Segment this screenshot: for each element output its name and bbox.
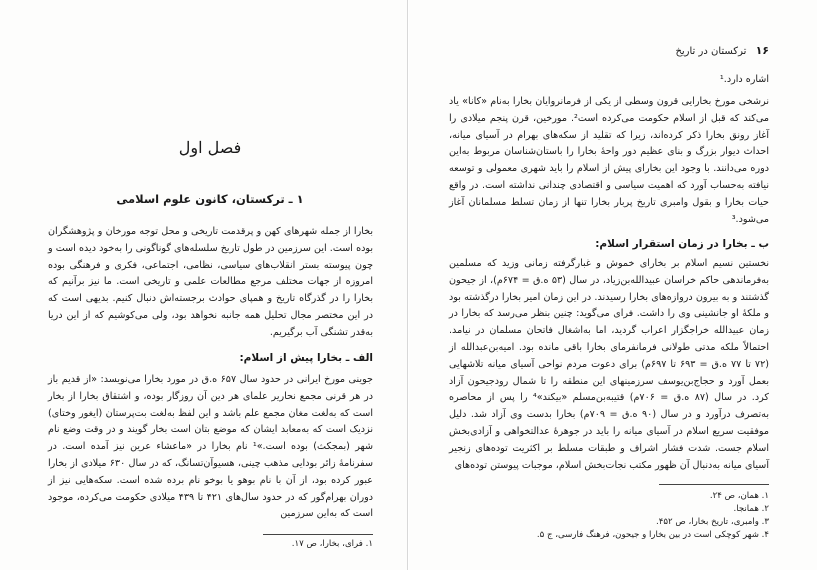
section-title: ۱ ـ ترکستان، کانون علوم اسلامی — [116, 192, 304, 206]
body-paragraph: جوینی مورخ ایرانی در حدود سال ۶۵۷ ه.ق در مورد بخارا می‌نویسد: «از قدیم باز در هر قرنی مجمع نحاریر علمای هر دین آن روزگار بوده، و اشتقاق بخارا از بخار است که به‌لغت مغان مجمع علم باشد و این لفظ به‌لغت بت‌پرستان (ایغور وختای) نزدیک است که به‌معابد ایشان که موضع بتان است بخار گویند و در وقت وضع نام شهر (بمجکث) بوده است.»¹ نام بخارا در «ماعشاء عرین نیز آمده است. در سفرنامهٔ زائر بودایی مذهب چینی، هسیوآن‌تسانگ، که در سال ۶۳۰ میلادی از بخارا عبور کرده بود، از آن با نام بوهو یا بوخو نام برده شده است. سکه‌هایی نیز از دوران بهرام‌گور که در حدود سال‌های ۴۲۱ تا ۴۳۹ میلادی حکومت می‌کرده، موجود است که به‌این سرزمین — [48, 374, 373, 520]
footnote-1: ۱. فرای، بخارا، ص ۱۷. — [291, 539, 373, 549]
subheading-pre-islam: الف ـ بخارا پیش از اسلام: — [239, 352, 373, 364]
paragraph-2: نرشخی مورخ بخارایی قرون وسطی از یکی از فرمانروایان بخارا به‌نام «کانا» یاد می‌کند که قبل از اسلام حکومت می‌کرده است². مورخین، قرن پنجم میلادی را آغاز رونق بخارا ذکر کرده‌اند، زیرا که تقلید از سکه‌های بهرام در آسیای میانه، احداث دیوار بزرگ و بنای عظیم دور واحهٔ بخارا را باستان‌شناسان مربوط به‌این دوره می‌دانند. با وجود این بخارای پیش از اسلام را باید شهری معمولی و توسعه نیافته به‌حساب آورد که اهمیت سیاسی و اقتصادی چندانی نداشته است. در واقع حیات بخارا و بقول وامبری تاریخ پربار بخارا تنها از زمان تسلط مسلمانان آغاز می‌شود.³ — [449, 96, 770, 225]
left-page — [0, 0, 408, 570]
footnote-1: ۱. همان، ص ۲۴. — [709, 491, 769, 501]
footnote-3: ۳. وامبری، تاریخ بخارا، ص ۴۵۲. — [656, 517, 769, 527]
footnote-divider — [263, 534, 373, 535]
chapter-title: فصل اول — [178, 138, 242, 157]
footnote-4: ۴. شهر کوچکی است در بین بخارا و جیحون، فرهنگ فارسی، ج ۵. — [536, 530, 769, 540]
footnote-divider-right — [659, 484, 769, 485]
intro-paragraph: بخارا از جمله شهرهای کهن و پرقدمت تاریخی و محل توجه مورخان و پژوهشگران بوده است. این سرزمین در طول تاریخ سلسله‌های گوناگونی را به‌خود دیده است و چون پیوسته بستر انقلاب‌های سیاسی، نظامی، اجتماعی، فکری و فرهنگی بوده امروزه از جهات مختلف مرجع مطالعات علمی و تاریخی است. ما نیز برآنیم که بخارا را در گذرگاه تاریخ و همپای حوادث برجسته‌اش دنبال کنیم. بدیهی است که در این مختصر مجال تحلیل همه جانبه نخواهد بود، ولی می‌کوشیم که از این دریا به‌قدر تشنگی آب برگیریم. — [48, 226, 373, 338]
page-number: ۱۶ — [755, 44, 769, 57]
paragraph-1: اشاره دارد.¹ — [719, 74, 769, 85]
running-head — [469, 44, 769, 57]
right-page — [409, 0, 817, 570]
body-paragraph-right: نخستین نسیم اسلام بر بخارای خموش و غبارگرفته زمانی وزید که مسلمین به‌فرماندهی حاکم خراسان عبیدالله‌بن‌زیاد، در سال (۵۳ ه.ق = ۶۷۴م)، از جیحون گذشتند و به بیرون دروازه‌های بخارا رسیدند. در این زمان امیر بخارا درگذشته بود و ملکهٔ او جانشینی وی را داشت. فرای می‌گوید: چنین بنظر می‌رسد که بخارا در زمان عبیدالله خراجگزار اعراب گردید، اما به‌اشغال فاتحان مسلمان در نیامد. احتمالاً ملکه مدتی طولانی فرمانفرمای بخارا باقی مانده بود. امیه‌بن‌عبدالله از (۷۲ تا ۷۷ ه.ق = ۶۹۳ تا ۶۹۷م) برای دعوت مردم نواحی آسیای میانه تلاشهایی بعمل آورد و حجاج‌بن‌یوسف سرزمینهای این منطقه را تا شمال رودجیحون آزاد کرد. در سال (۸۷ ه.ق = ۷۰۶م) قتیبه‌بن‌مسلم «بیکند»⁴ را پس از محاصره به‌تصرف درآورد و در سال (۹۰ ه.ق = ۷۰۹م) بخارا بدست وی آزاد شد. دلیل موفقیت سریع اسلام در آسیای میانه را باید در جوهرهٔ عدالتخواهی و آزادی‌بخش اسلام جست. شدت فشار اشراف و طبقات مسلط بر اکثریت توده‌های زنجیر آسیای میانه به‌دنبال آن ظهور مکتب نجات‌بخش اسلام، موجبات پیوستن توده‌های — [449, 258, 769, 471]
running-head-title: ترکستان در تاریخ — [675, 46, 747, 57]
footnote-2: ۲. همانجا. — [733, 504, 769, 514]
subheading-islam: ب ـ بخارا در زمان استقرار اسلام: — [595, 238, 769, 250]
